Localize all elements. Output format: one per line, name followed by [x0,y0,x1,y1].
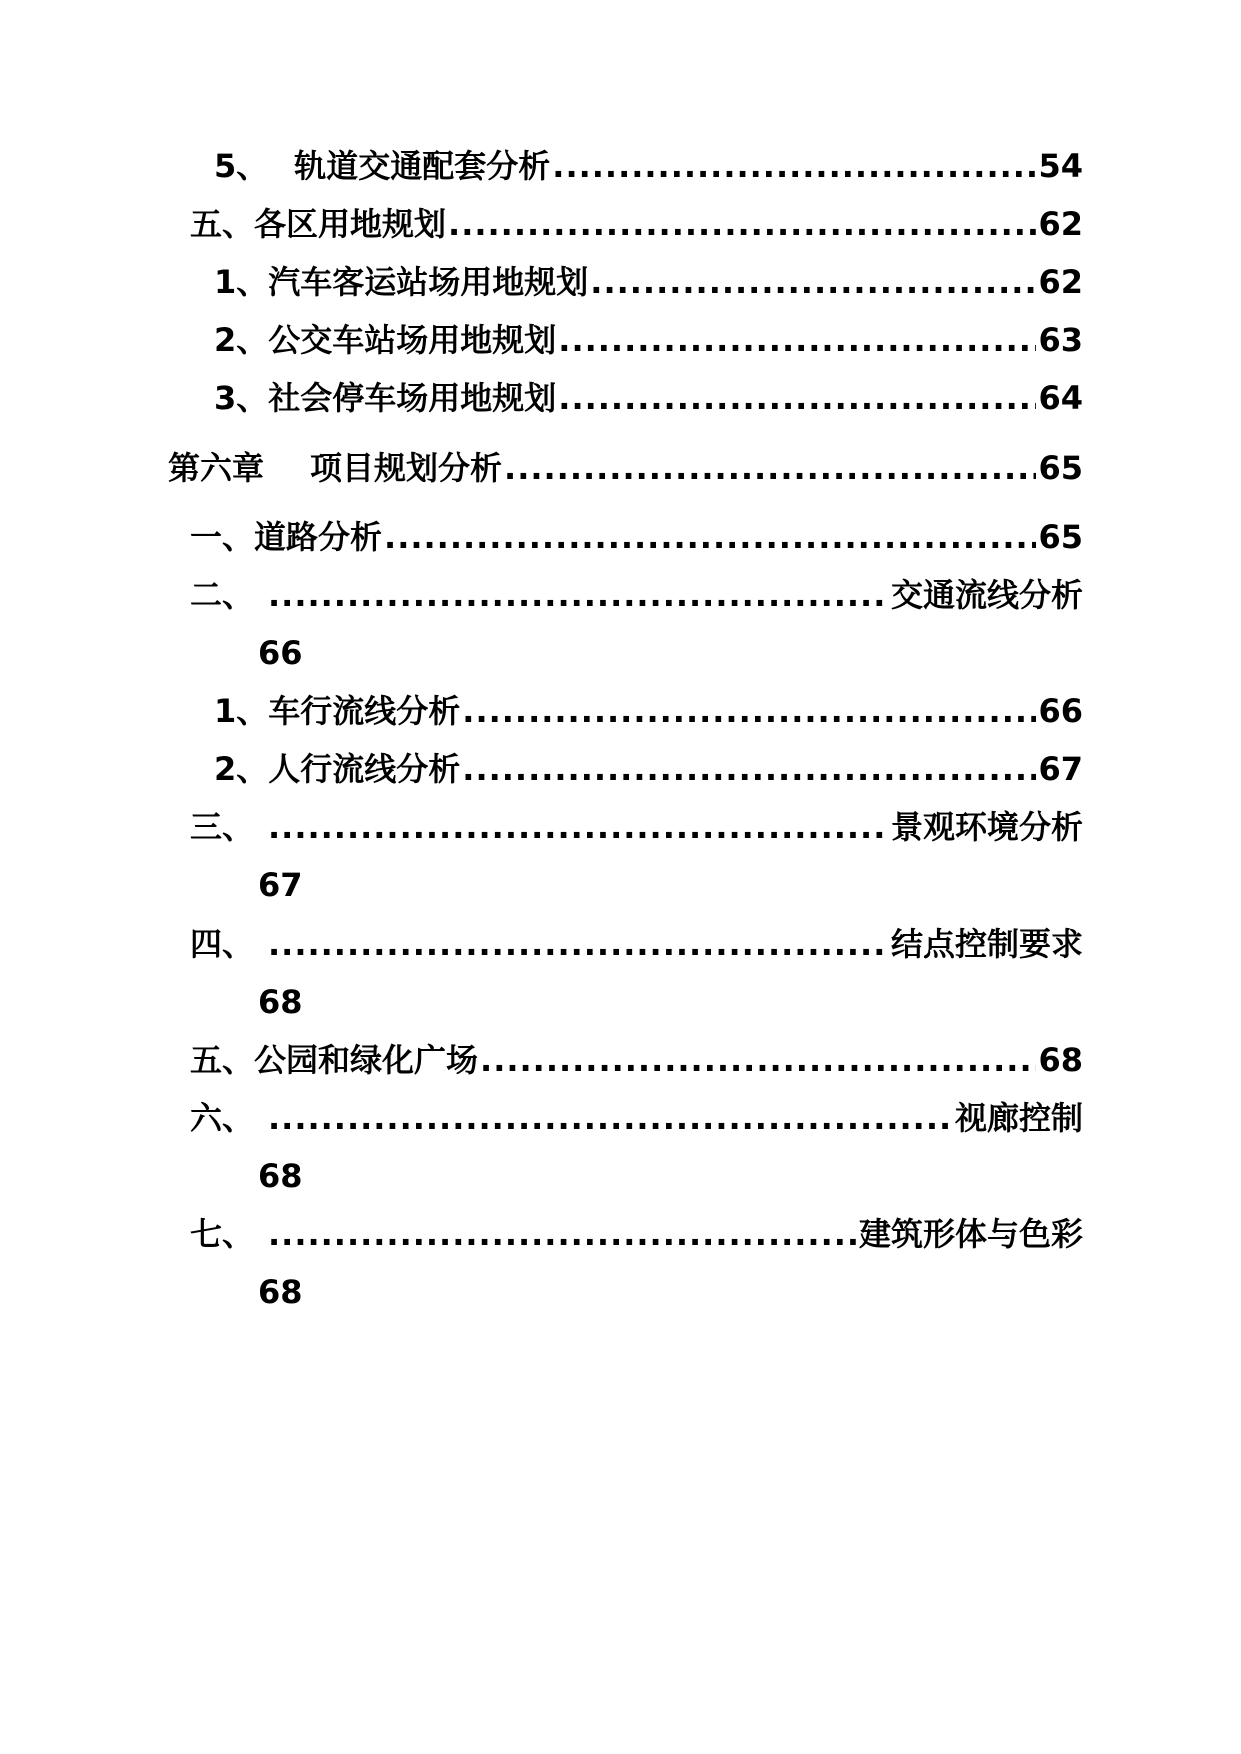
toc-entry-public-parking[interactable] [214,378,1083,418]
toc-entry-title: 汽车客运站场用地规划 [268,263,589,301]
toc-entry-title: 结点控制要求 [890,925,1083,963]
toc-entry-title: 各区用地规划 [254,205,447,243]
toc-entry-title: 轨道交通配套分析 [294,147,551,185]
toc-entry-number: 3、 [214,379,269,417]
toc-entry-parks-green-squares[interactable] [190,1040,1083,1080]
toc-entry-number: 2、 [214,750,269,788]
toc-entry-bus-station[interactable] [214,320,1083,360]
toc-chapter-title: 项目规划分析 [310,449,503,487]
toc-entry-number: 七、 [190,1215,255,1253]
toc-leader-dots [552,146,1036,186]
toc-entry-pedestrian-flow[interactable] [214,749,1083,789]
toc-entry-title: 交通流线分析 [890,576,1083,614]
toc-entry-number: 2、 [214,321,269,359]
toc-entry-title: 公园和绿化广场 [254,1041,479,1079]
toc-entry-number: 5、 [214,147,269,185]
toc-entry-title: 公交车站场用地规划 [268,321,557,359]
toc-entry-page: 65 [1038,518,1083,556]
toc-leader-dots [462,691,1036,731]
toc-entry-title: 建筑形体与色彩 [858,1215,1083,1253]
toc-leader-dots [462,749,1036,789]
toc-entry-number: 1、 [214,263,269,301]
toc-leader-dots [268,1214,857,1254]
toc-entry-page: 68 [1038,1041,1083,1079]
toc-chapter-6[interactable] [168,448,1083,488]
toc-entry-number: 一、 [190,518,255,556]
toc-leader-dots [448,204,1036,244]
toc-entry-label [214,691,460,731]
toc-leader-dots [268,1098,953,1138]
toc-entry-vehicle-flow[interactable] [214,691,1083,731]
toc-entry-page: 64 [1038,379,1083,417]
toc-leader-dots [558,320,1036,360]
toc-entry-label [190,204,446,244]
toc-entry-page: 66 [1038,692,1083,730]
toc-entry-page: 54 [1038,147,1083,185]
toc-entry-title: 社会停车场用地规划 [268,379,557,417]
toc-entry-page: 68 [258,983,303,1021]
toc-leader-dots [504,448,1036,488]
toc-entry-number: 五、 [190,205,255,243]
toc-leader-dots [590,262,1036,302]
toc-entry-building-form-color[interactable] [190,1214,1083,1254]
toc-entry-page: 62 [1038,205,1083,243]
toc-entry-district-land-use[interactable] [190,204,1083,244]
toc-entry-number: 六、 [190,1099,255,1137]
toc-entry-landscape[interactable] [190,807,1083,847]
toc-entry-title: 车行流线分析 [268,692,461,730]
toc-entry-page: 68 [258,1273,303,1311]
toc-entry-label [190,517,382,557]
toc-entry-number: 四、 [190,925,255,963]
toc-entry-page: 65 [1038,449,1083,487]
toc-entry-number: 1、 [214,692,269,730]
toc-entry-label [214,262,588,302]
toc-entry-node-control[interactable] [190,924,1083,964]
toc-entry-number: 五、 [190,1041,255,1079]
toc-entry-title: 景观环境分析 [890,808,1083,846]
toc-entry-number: 三、 [190,808,255,846]
toc-entry-page: 62 [1038,263,1083,301]
toc-leader-dots [558,378,1036,418]
toc-leader-dots [480,1040,1036,1080]
toc-entry-page: 63 [1038,321,1083,359]
toc-entry-traffic-flow[interactable] [190,575,1083,615]
toc-entry-page: 67 [1038,750,1083,788]
toc-leader-dots [384,517,1036,557]
toc-entry-page: 66 [258,634,303,672]
toc-entry-label [190,1040,478,1080]
toc-entry-label [214,146,550,186]
toc-entry-title: 道路分析 [254,518,383,556]
toc-entry-page: 68 [258,1157,303,1195]
toc-leader-dots [268,575,889,615]
toc-entry-label [168,448,502,488]
toc-entry-label [214,749,460,789]
toc-entry-title: 人行流线分析 [268,750,461,788]
toc-entry-rail-transit[interactable] [214,146,1083,186]
toc-entry-page: 67 [258,866,303,904]
toc-chapter-number: 第六章 [168,449,265,487]
toc-leader-dots [268,807,889,847]
toc-entry-label [214,378,556,418]
toc-entry-label [214,320,556,360]
toc-entry-road-analysis[interactable] [190,517,1083,557]
toc-entry-number: 二、 [190,576,255,614]
toc-leader-dots [268,924,889,964]
toc-entry-view-corridor[interactable] [190,1098,1083,1138]
toc-entry-title: 视廊控制 [954,1099,1083,1137]
toc-entry-coach-station[interactable] [214,262,1083,302]
